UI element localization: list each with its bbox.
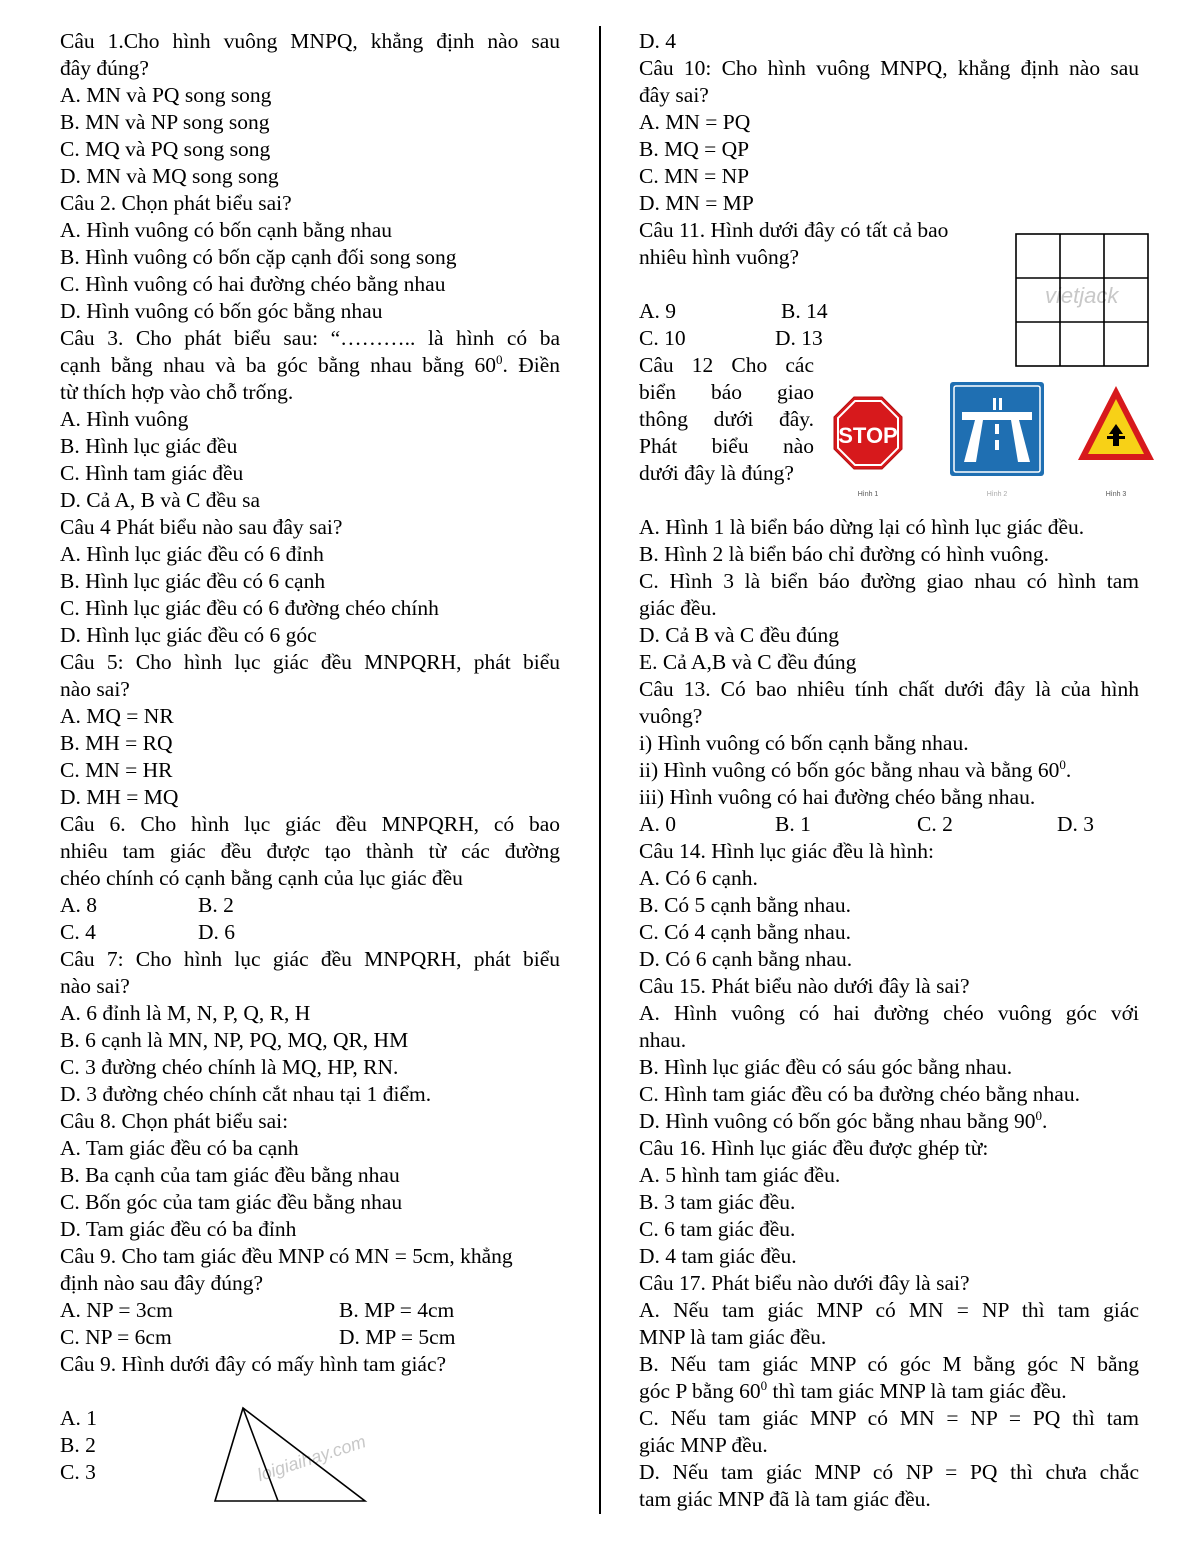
q5-option: D. MH = MQ <box>60 785 179 809</box>
q8-option: C. Bốn góc của tam giác đều bằng nhau <box>60 1190 403 1214</box>
q12-option: giác đều. <box>639 596 717 620</box>
q3-line: từ thích hợp vào chỗ trống. <box>60 380 294 404</box>
q2-option: C. Hình vuông có hai đường chéo bằng nhau <box>60 272 446 296</box>
sign-caption-2: Hình 2 <box>986 491 1008 498</box>
q9-option: A. NP = 3cm <box>60 1298 173 1322</box>
q11-option: A. 9 <box>639 299 677 323</box>
q3-line: Câu 3. Cho phát biểu sau: “……….. là hình có ba <box>60 326 560 350</box>
q7-option: C. 3 đường chéo chính là MQ, HP, RN. <box>60 1055 399 1079</box>
q4-option: A. Hình lục giác đều có 6 đỉnh <box>60 542 324 566</box>
q3-option: C. Hình tam giác đều <box>60 461 244 485</box>
q9-options-row <box>60 1324 560 1351</box>
q9-options-row <box>60 1297 560 1324</box>
q9b-option: C. 3 <box>60 1460 96 1484</box>
q9-option: D. MP = 5cm <box>339 1325 456 1349</box>
q12-option: A. Hình 1 là biển báo dừng lại có hình lục giác đều. <box>639 515 1085 539</box>
q1-line: Câu 1.Cho hình vuông MNPQ, khẳng định nào sau <box>60 29 560 53</box>
q12-option: E. Cả A,B và C đều đúng <box>639 650 857 674</box>
q13-option: D. 3 <box>1057 812 1095 836</box>
q15-title: Câu 15. Phát biểu nào dưới đây là sai? <box>639 974 970 998</box>
q6-option: B. 2 <box>198 893 234 917</box>
q13-option: C. 2 <box>917 812 953 836</box>
q12-line: Phát biểu nào <box>639 434 814 458</box>
q11-line: nhiêu hình vuông? <box>639 245 800 269</box>
q17-option: tam giác MNP đã là tam giác đều. <box>639 1487 931 1511</box>
q9b-title: Câu 9. Hình dưới đây có mấy hình tam giác? <box>60 1352 447 1376</box>
warning-triangle-sign <box>1078 386 1154 460</box>
q6-option: C. 4 <box>60 920 96 944</box>
q4-option: D. Hình lục giác đều có 6 góc <box>60 623 317 647</box>
column-divider <box>599 26 601 1514</box>
q7-option: D. 3 đường chéo chính cắt nhau tại 1 điểm. <box>60 1082 432 1106</box>
q15-option: nhau. <box>639 1028 687 1052</box>
q13-option: A. 0 <box>639 812 677 836</box>
q3-option: B. Hình lục giác đều <box>60 434 238 458</box>
q6-options-row <box>60 892 560 919</box>
q16-title: Câu 16. Hình lục giác đều được ghép từ: <box>639 1136 989 1160</box>
q13-options-row <box>639 811 1139 838</box>
stop-sign <box>834 397 902 469</box>
q6-option: A. 8 <box>60 893 98 917</box>
q16-option: B. 3 tam giác đều. <box>639 1190 796 1214</box>
q9-line: Câu 9. Cho tam giác đều MNP có MN = 5cm, khẳng <box>60 1244 513 1268</box>
q5-line: nào sai? <box>60 677 130 701</box>
q2-option: A. Hình vuông có bốn cạnh bằng nhau <box>60 218 392 242</box>
q10-option: A. MN = PQ <box>639 110 751 134</box>
q17-option: C. Nếu tam giác MNP có MN = NP = PQ thì tam <box>639 1406 1139 1430</box>
q6-line: nhiêu tam giác đều được tạo thành từ các đường <box>60 839 560 863</box>
q2-option: D. Hình vuông có bốn góc bằng nhau <box>60 299 383 323</box>
q17-option: D. Nếu tam giác MNP có NP = PQ thì chưa chắc <box>639 1460 1139 1484</box>
q10-line: đây sai? <box>639 83 709 107</box>
q13-line: vuông? <box>639 704 703 728</box>
stop-sign-text: STOP <box>838 423 898 448</box>
q12-line: Câu 12 Cho các <box>639 353 814 377</box>
q7-option: A. 6 đỉnh là M, N, P, Q, R, H <box>60 1001 311 1025</box>
q17-option: góc P bằng $60^0$ thì tam giác MNP là tam giác đều. <box>639 1377 1067 1403</box>
grid-watermark: vietjack <box>1045 283 1119 308</box>
q4-option: C. Hình lục giác đều có 6 đường chéo chính <box>60 596 439 620</box>
traffic-signs-figure <box>830 382 1160 502</box>
q3-option: D. Cả A, B và C đều sa <box>60 488 261 512</box>
q13-option: B. 1 <box>775 812 811 836</box>
q13-statement: iii) Hình vuông có hai đường chéo bằng nhau. <box>639 785 1036 809</box>
q9-option: B. MP = 4cm <box>339 1298 455 1322</box>
q8-option: D. Tam giác đều có ba đỉnh <box>60 1217 297 1241</box>
q1-option: D. MN và MQ song song <box>60 164 279 188</box>
q6-line: Câu 6. Cho hình lục giác đều MNPQRH, có bao <box>60 812 560 836</box>
q5-option: A. MQ = NR <box>60 704 174 728</box>
q11-option: C. 10 <box>639 326 686 350</box>
q15-option: D. Hình vuông có bốn góc bằng nhau bằng $90^0$. <box>639 1107 1048 1133</box>
q15-option: A. Hình vuông có hai đường chéo vuông góc với <box>639 1001 1139 1025</box>
highway-sign <box>950 382 1044 476</box>
q9b-option: A. 1 <box>60 1406 98 1430</box>
q9b-option: D. 4 <box>639 29 677 53</box>
q1-option: B. MN và NP song song <box>60 110 270 134</box>
q3-line: cạnh bằng nhau và ba góc bằng nhau bằng $60^0$. Điền <box>60 351 561 377</box>
sign-caption-1: Hình 1 <box>857 491 879 498</box>
q15-option: C. Hình tam giác đều có ba đường chéo bằng nhau. <box>639 1082 1080 1106</box>
q6-option: D. 6 <box>198 920 236 944</box>
q14-option: D. Có 6 cạnh bằng nhau. <box>639 947 853 971</box>
triangle-watermark: loigiaihay.com <box>254 1431 369 1486</box>
q11-line: Câu 11. Hình dưới đây có tất cả bao <box>639 218 949 242</box>
q3-option: A. Hình vuông <box>60 407 189 431</box>
q10-line: Câu 10: Cho hình vuông MNPQ, khẳng định nào sau <box>639 56 1139 80</box>
q6-line: chéo chính có cạnh bằng cạnh của lục giác đều <box>60 866 463 890</box>
q1-option: C. MQ và PQ song song <box>60 137 271 161</box>
q5-option: B. MH = RQ <box>60 731 173 755</box>
q13-statement: i) Hình vuông có bốn cạnh bằng nhau. <box>639 731 969 755</box>
q7-option: B. 6 cạnh là MN, NP, PQ, MQ, QR, HM <box>60 1028 409 1052</box>
q14-option: A. Có 6 cạnh. <box>639 866 758 890</box>
q1-line: đây đúng? <box>60 56 149 80</box>
q12-option: D. Cả B và C đều đúng <box>639 623 840 647</box>
triangle-figure <box>210 1406 370 1506</box>
q16-option: D. 4 tam giác đều. <box>639 1244 797 1268</box>
q12-line: thông dưới đây. <box>639 407 814 431</box>
q5-line: Câu 5: Cho hình lục giác đều MNPQRH, phát biểu <box>60 650 560 674</box>
q8-option: B. Ba cạnh của tam giác đều bằng nhau <box>60 1163 400 1187</box>
q1-option: A. MN và PQ song song <box>60 83 272 107</box>
q4-option: B. Hình lục giác đều có 6 cạnh <box>60 569 326 593</box>
q17-option: A. Nếu tam giác MNP có MN = NP thì tam giác <box>639 1298 1139 1322</box>
q15-option: B. Hình lục giác đều có sáu góc bằng nhau. <box>639 1055 1013 1079</box>
q11-option: B. 14 <box>781 299 828 323</box>
q12-line: dưới đây là đúng? <box>639 461 794 485</box>
q17-option: MNP là tam giác đều. <box>639 1325 827 1349</box>
q11-option: D. 13 <box>775 326 823 350</box>
q9-line: định nào sau đây đúng? <box>60 1271 264 1295</box>
sign-caption-3: Hình 3 <box>1105 491 1127 498</box>
q8-option: A. Tam giác đều có ba cạnh <box>60 1136 299 1160</box>
q4-title: Câu 4 Phát biểu nào sau đây sai? <box>60 515 343 539</box>
q12-line: biển báo giao <box>639 380 814 404</box>
q10-option: B. MQ = QP <box>639 137 750 161</box>
q17-title: Câu 17. Phát biểu nào dưới đây là sai? <box>639 1271 970 1295</box>
q17-option: giác MNP đều. <box>639 1433 768 1457</box>
q17-option: B. Nếu tam giác MNP có góc M bằng góc N bằng <box>639 1352 1139 1376</box>
q13-statement: ii) Hình vuông có bốn góc bằng nhau và bằng $60^0$. <box>639 756 1072 782</box>
q5-option: C. MN = HR <box>60 758 173 782</box>
q10-option: C. MN = NP <box>639 164 750 188</box>
left-column <box>60 28 560 1486</box>
q16-option: A. 5 hình tam giác đều. <box>639 1163 841 1187</box>
q10-option: D. MN = MP <box>639 191 754 215</box>
q13-line: Câu 13. Có bao nhiêu tính chất dưới đây là của hình <box>639 677 1139 701</box>
q7-line: Câu 7: Cho hình lục giác đều MNPQRH, phát biểu <box>60 947 560 971</box>
square-grid-figure <box>1015 233 1149 367</box>
q9b-option: B. 2 <box>60 1433 96 1457</box>
q12-option: B. Hình 2 là biển báo chỉ đường có hình vuông. <box>639 542 1049 566</box>
q14-title: Câu 14. Hình lục giác đều là hình: <box>639 839 934 863</box>
q14-option: B. Có 5 cạnh bằng nhau. <box>639 893 851 917</box>
q16-option: C. 6 tam giác đều. <box>639 1217 796 1241</box>
q14-option: C. Có 4 cạnh bằng nhau. <box>639 920 851 944</box>
q2-option: B. Hình vuông có bốn cặp cạnh đối song song <box>60 245 457 269</box>
q6-options-row <box>60 919 560 946</box>
q2-title: Câu 2. Chọn phát biểu sai? <box>60 191 292 215</box>
q7-line: nào sai? <box>60 974 130 998</box>
q8-title: Câu 8. Chọn phát biểu sai: <box>60 1109 289 1133</box>
q12-option: C. Hình 3 là biển báo đường giao nhau có hình tam <box>639 569 1139 593</box>
q9-option: C. NP = 6cm <box>60 1325 172 1349</box>
